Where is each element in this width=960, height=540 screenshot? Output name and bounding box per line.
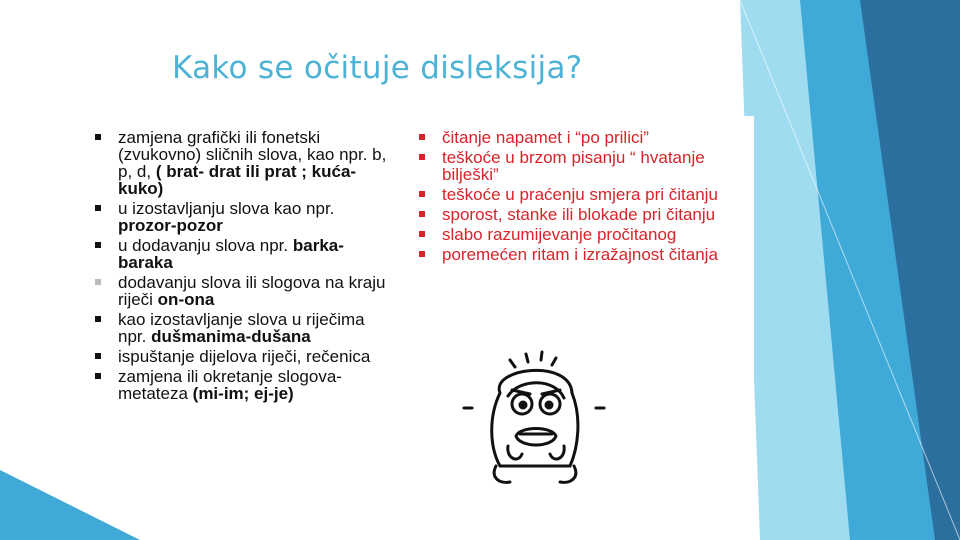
list-item: kao izostavljanje slova u riječima npr. dušmanima-dušana <box>84 311 394 345</box>
list-item: čitanje napamet i “po prilici” <box>408 129 738 146</box>
bullet-icon <box>419 134 425 140</box>
list-item: dodavanju slova ili slogova na kraju riječi on-ona <box>84 274 394 308</box>
bullet-icon <box>95 373 101 379</box>
list-item: u izostavljanju slova kao npr. prozor-pozor <box>84 200 394 234</box>
content-image <box>84 116 754 492</box>
slide-title: Kako se očituje disleksija? <box>172 50 583 86</box>
bullet-icon <box>95 134 101 140</box>
list-item: teškoće u praćenju smjera pri čitanju <box>408 186 738 203</box>
bullet-icon <box>95 353 101 359</box>
bullet-icon <box>419 231 425 237</box>
list-item: ispuštanje dijelova riječi, rečenica <box>84 348 394 365</box>
bullet-icon <box>95 279 101 285</box>
bullet-icon <box>419 191 425 197</box>
bullet-icon <box>95 205 101 211</box>
list-item: teškoće u brzom pisanju “ hvatanje bilješki” <box>408 149 738 183</box>
stressed-face-icon <box>460 348 610 488</box>
bullet-icon <box>95 242 101 248</box>
list-item: zamjena grafički ili fonetski (zvukovno) sličnih slova, kao npr. b, p, d, ( brat- drat ili prat ; kuća-kuko) <box>84 129 394 197</box>
bullet-icon <box>419 211 425 217</box>
bullet-icon <box>419 251 425 257</box>
bullet-icon <box>419 154 425 160</box>
symptoms-list-right <box>408 129 738 266</box>
list-item: slabo razumijevanje pročitanog <box>408 226 738 243</box>
list-item: sporost, stanke ili blokade pri čitanju <box>408 206 738 223</box>
symptoms-list-left <box>84 129 394 405</box>
list-item: u dodavanju slova npr. barka-baraka <box>84 237 394 271</box>
list-item: zamjena ili okretanje slogova-metateza (mi-im; ej-je) <box>84 368 394 402</box>
bullet-icon <box>95 316 101 322</box>
list-item: poremećen ritam i izražajnost čitanja <box>408 246 738 263</box>
